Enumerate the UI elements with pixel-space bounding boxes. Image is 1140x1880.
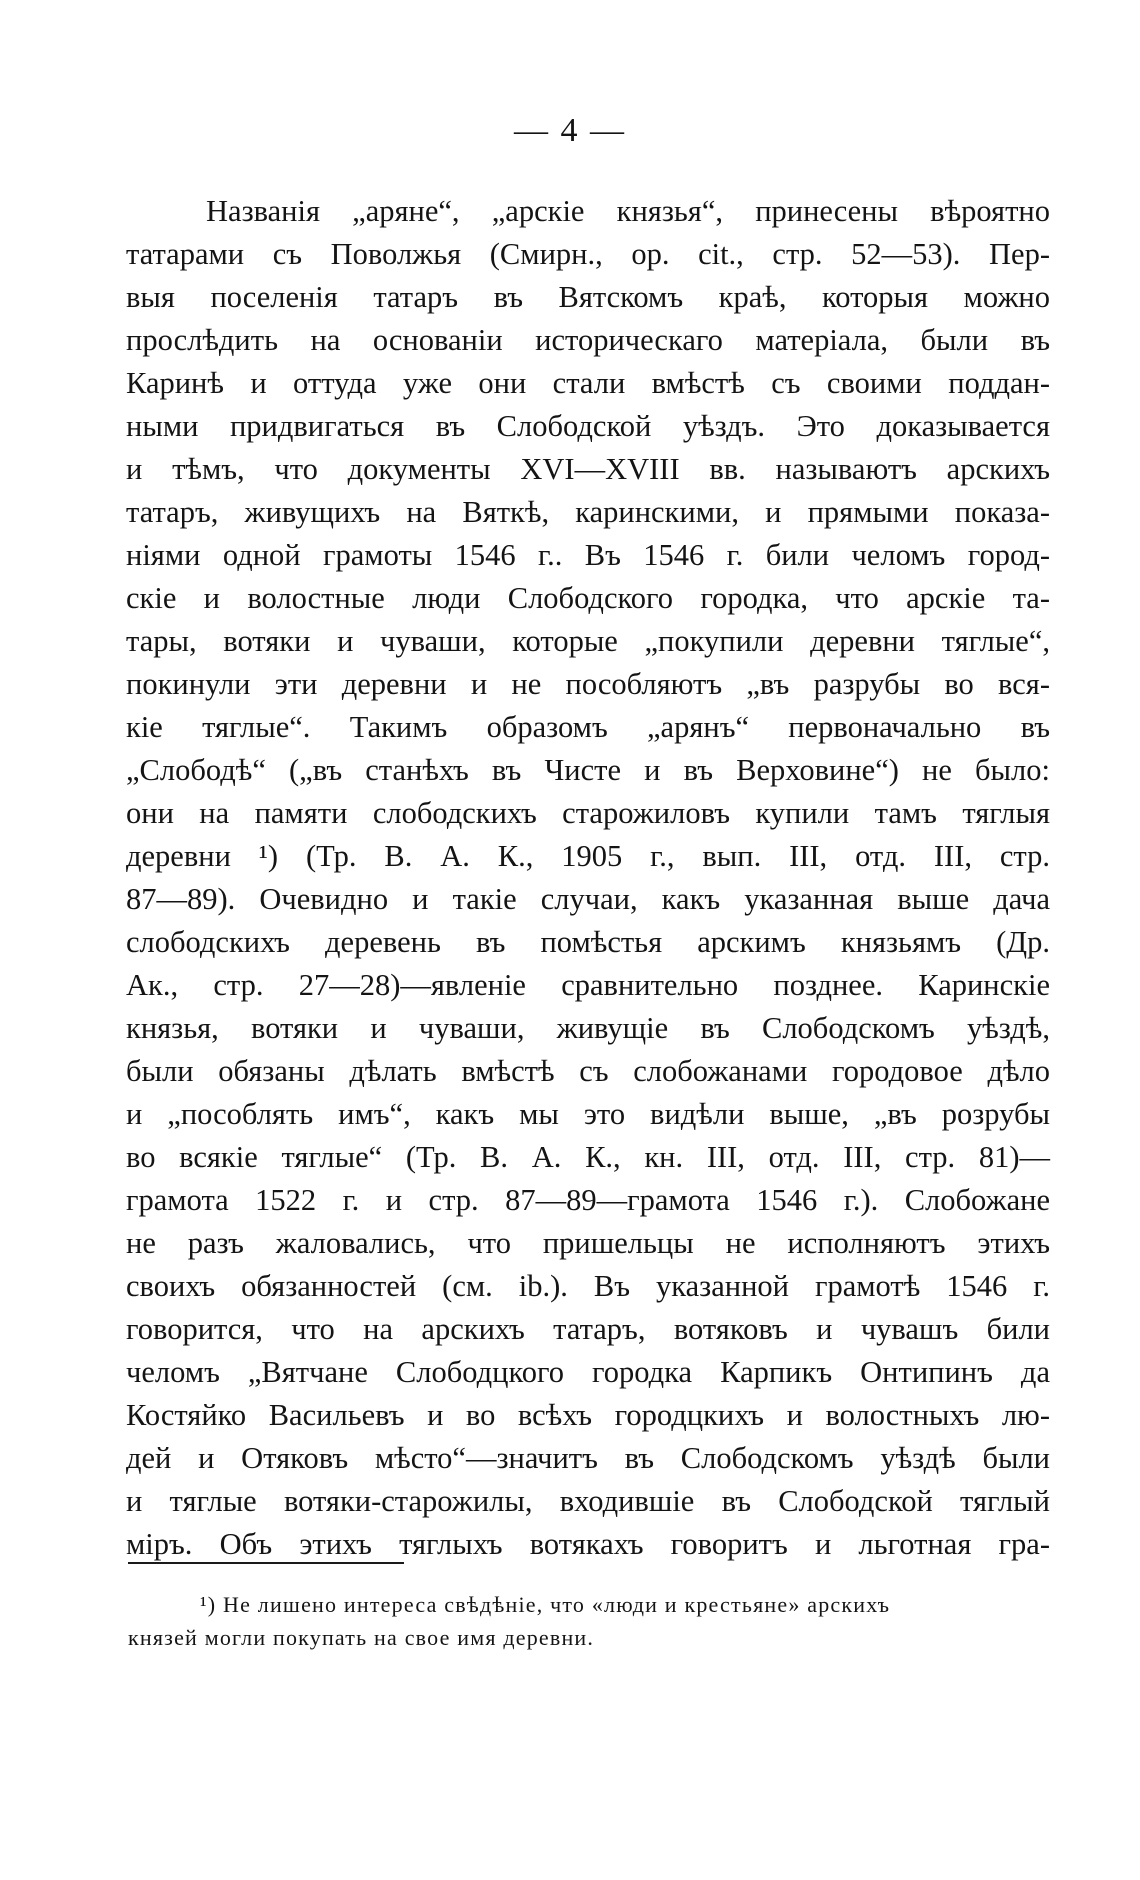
body-line: татаръ, живущихъ на Вяткѣ, каринскими, и прямыми показа- [126,495,1050,529]
body-line: грамота 1522 г. и стр. 87—89—грамота 1546 г.). Слобожане [126,1183,1050,1217]
body-line: и „пособлять имъ“, какъ мы это видѣли выше, „въ розрубы [126,1097,1050,1131]
body-line: они на памяти слободскихъ старожиловъ купили тамъ тяглыя [126,796,1050,830]
footnote-rule [128,1562,404,1564]
body-line: дей и Отяковъ мѣсто“—значитъ въ Слободскомъ уѣздѣ были [126,1441,1050,1475]
body-line: слободскихъ деревень въ помѣстья арскимъ князьямъ (Др. [126,925,1050,959]
body-line: князья, вотяки и чуваши, живущіе въ Слободскомъ уѣздѣ, [126,1011,1050,1045]
body-line: челомъ „Вятчане Слободцкого городка Карпикъ Онтипинъ да [126,1355,1050,1389]
body-line: и тѣмъ, что документы XVI—XVIII вв. называютъ арскихъ [126,452,1050,486]
body-line: были обязаны дѣлать вмѣстѣ съ слобожанами городовое дѣло [126,1054,1050,1088]
body-line: не разъ жаловались, что пришельцы не исполняютъ этихъ [126,1226,1050,1260]
body-line: Костяйко Васильевъ и во всѣхъ городцкихъ и волостныхъ лю- [126,1398,1050,1432]
body-line: кіе тяглые“. Такимъ образомъ „арянъ“ первоначально въ [126,710,1050,744]
body-line: говорится, что на арскихъ татаръ, вотяковъ и чувашъ били [126,1312,1050,1346]
body-line: Названія „аряне“, „арскіе князья“, принесены вѣроятно [206,194,1050,228]
body-text [126,190,1050,1566]
body-line: покинули эти деревни и не пособляютъ „въ разрубы во вся- [126,667,1050,701]
body-line: ными придвигаться въ Слободской уѣздъ. Это доказывается [126,409,1050,443]
body-line: Каринѣ и оттуда уже они стали вмѣстѣ съ своими поддан- [126,366,1050,400]
body-line: прослѣдить на основаніи историческаго матеріала, были въ [126,323,1050,357]
body-line: скіе и волостные люди Слободского городка, что арскіе та- [126,581,1050,615]
body-line: во всякіе тяглые“ (Тр. В. А. К., кн. III, отд. III, стр. 81)— [126,1140,1050,1174]
body-line: 87—89). Очевидно и такіе случаи, какъ указанная выше дача [126,882,1050,916]
footnote-line: князей могли покупать на свое имя деревни. [128,1625,595,1650]
footnote [128,1588,1050,1654]
body-line: и тяглые вотяки-старожилы, входившіе въ Слободской тяглый [126,1484,1050,1518]
body-line: ніями одной грамоты 1546 г.. Въ 1546 г. били челомъ город- [126,538,1050,572]
body-line: татарами съ Поволжья (Смирн., ор. cit., стр. 52—53). Пер- [126,237,1050,271]
body-line: міръ. Объ этихъ тяглыхъ вотякахъ говоритъ и льготная гра- [126,1527,1050,1561]
body-line: выя поселенія татаръ въ Вятскомъ краѣ, которыя можно [126,280,1050,314]
body-line: тары, вотяки и чуваши, которые „покупили деревни тяглые“, [126,624,1050,658]
body-line: Ак., стр. 27—28)—явленіе сравнительно позднее. Каринскіе [126,968,1050,1002]
page-number: — 4 — [514,112,626,149]
body-line: „Слободѣ“ („въ станѣхъ въ Чисте и въ Верховине“) не было: [126,753,1050,787]
body-line: своихъ обязанностей (см. ib.). Въ указанной грамотѣ 1546 г. [126,1269,1050,1303]
footnote-line: ¹) Не лишено интереса свѣдѣніе, что «люди и крестьяне» арскихъ [200,1592,891,1617]
body-line: деревни ¹) (Тр. В. А. К., 1905 г., вып. III, отд. III, стр. [126,839,1050,873]
